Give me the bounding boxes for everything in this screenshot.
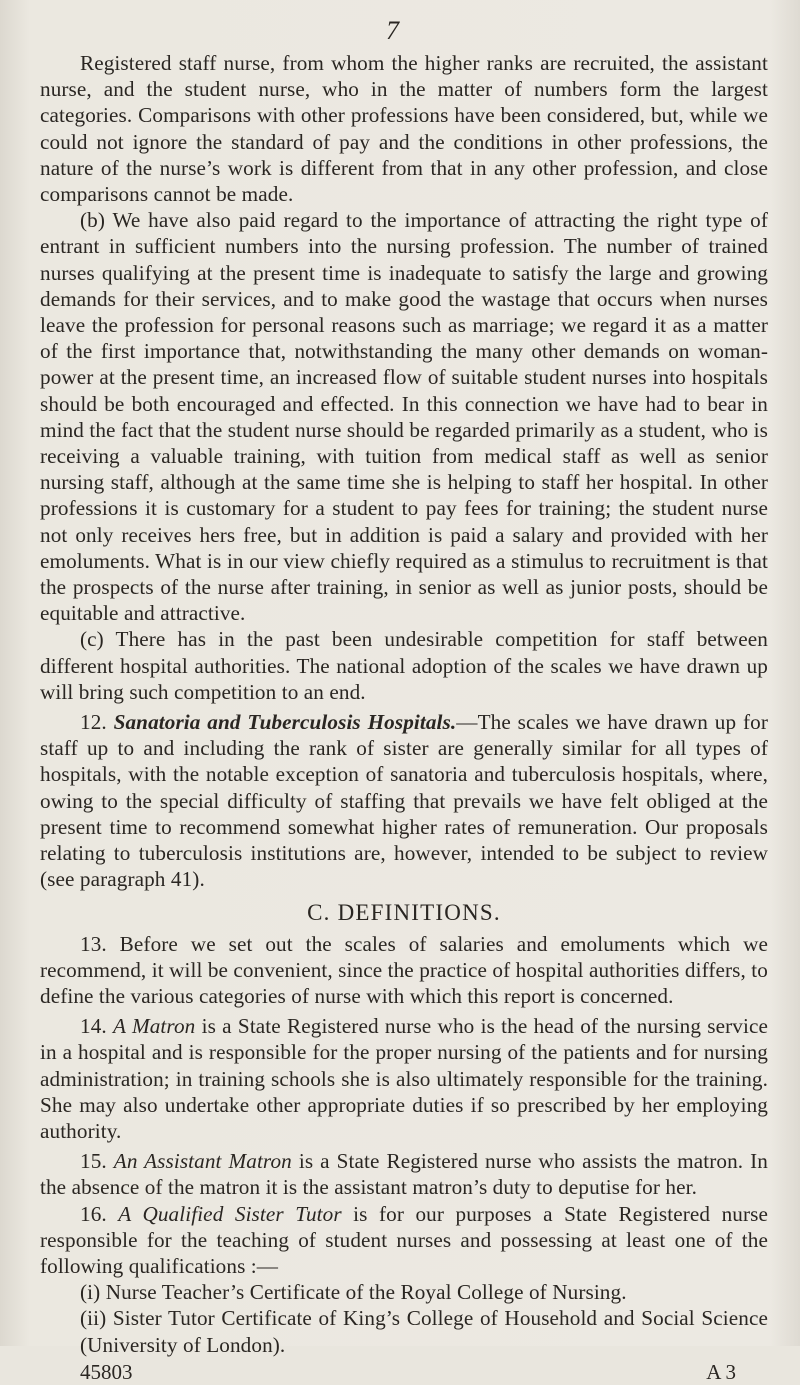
paragraph-14-term: A Matron [113, 1014, 196, 1039]
paragraph-15 [40, 1148, 768, 1200]
paragraph-15-term: An Assistant Matron [113, 1149, 292, 1174]
page-content [40, 50, 768, 1385]
paragraph-14-number: 14. [80, 1014, 107, 1039]
paragraph-14-body: is a State Registered nurse who is the head of the nursing service in a hospital and is responsible for the proper nursing of the patients and for nursing administration; in training schools she is also ultimately responsible for the training. She may also undertake other appropriate duties if so prescribed by her employing authority. [40, 1014, 768, 1143]
paragraph-14 [40, 1013, 768, 1144]
paragraph-12-number: 12. [80, 710, 107, 735]
paragraph-16 [40, 1201, 768, 1280]
paragraph-16-body: is for our purposes a State Registered nurse responsible for the teaching of student nurses and possessing at least one of the following qualifications :— [40, 1201, 768, 1278]
qualification-2: (ii) Sister Tutor Certificate of King’s College of Household and Social Science (University of London). [80, 1306, 768, 1357]
signature-mark: A 3 [706, 1359, 736, 1384]
paragraph-13: 13. Before we set out the scales of salaries and emoluments which we recommend, it will be convenient, since the practice of hospital authorities differs, to define the various categories of nurse with which this report is concerned. [40, 931, 768, 1008]
paragraph-15-body: is a State Registered nurse who assists the matron. In the absence of the matron it is the assistant matron’s duty to deputise for her. [40, 1149, 769, 1200]
section-heading-definitions: C. DEFINITIONS. [307, 899, 501, 925]
paragraph-12 [40, 709, 768, 892]
page-footer [40, 1360, 768, 1385]
paragraph-16-term: A Qualified Sister Tutor [118, 1201, 342, 1226]
paragraph-16-number: 16. [80, 1201, 107, 1226]
page-number: 7 [386, 16, 399, 45]
paragraph-c: (c) There has in the past been undesirable competition for staff between different hospital authorities. The national adoption of the scales we have drawn up will bring such competition to an end. [40, 627, 768, 704]
paragraph-15-number: 15. [80, 1149, 107, 1174]
qualification-1: (i) Nurse Teacher’s Certificate of the Royal College of Nursing. [80, 1280, 627, 1305]
paragraph-12-body: —The scales we have drawn up for staff up to and including the rank of sister are generally similar for all types of hospitals, with the notable exception of sanatoria and tuberculosis hospitals, where, owing to the special difficulty of staffing that prevails we have felt obliged at the present time to recommend somewhat higher rates of remuneration. Our proposals relating to tuberculosis institutions are, however, intended to be subject to review (see paragraph 41). [40, 710, 768, 892]
paragraph-b: (b) We have also paid regard to the importance of attracting the right type of entrant in sufficient numbers into the nursing profession. The number of trained nurses qualifying at the present time is inadequate to satisfy the large and growing demands for their services, and to make good the wastage that occurs when nurses leave the profession for personal reasons such as marriage; we regard it as a matter of the first importance that, notwithstanding the many other demands on woman-power at the present time, an increased flow of suitable student nurses into hospitals should be both encouraged and effected. In this connection we have had to bear in mind the fact that the student nurse should be regarded primarily as a student, who is receiving a valuable training, with tuition from medical staff as well as senior nursing staff, although at the same time she is helping to staff her hospital. In other professions it is customary for a student to pay fees for training; the student nurse not only receives hers free, but in addition is paid a salary and provided with her emoluments. What is in our view chiefly required as a stimulus to recruitment is that the prospects of the nurse after training, in senior as well as junior posts, should be equitable and attractive. [40, 208, 768, 626]
paragraph-12-title: Sanatoria and Tuberculosis Hospitals. [113, 710, 457, 735]
print-code: 45803 [80, 1359, 133, 1384]
paragraph-intro: Registered staff nurse, from whom the higher ranks are recruited, the assistant nurse, and the student nurse, who in the matter of numbers form the largest categories. Comparisons with other professions have been considered, but, while we could not ignore the standard of pay and the conditions in other professions, the nature of the nurse’s work is different from that in any other profession, and close comparisons cannot be made. [40, 51, 768, 207]
